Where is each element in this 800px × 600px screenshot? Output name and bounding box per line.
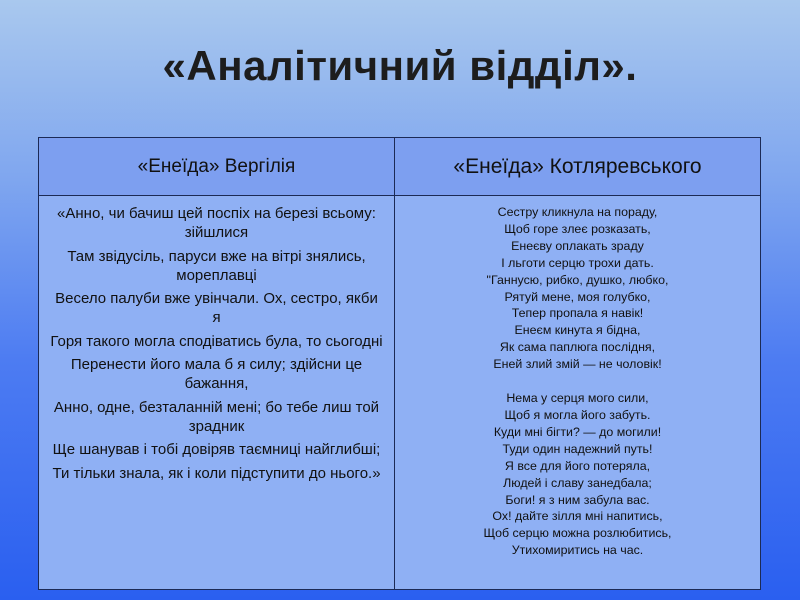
kotliarevsky-line: Куди мні бігти? — до могили!	[493, 424, 662, 439]
table-body-row	[39, 196, 760, 589]
kotliarevsky-line: Ох! дайте зілля мні напитись,	[492, 509, 663, 524]
kotliarevsky-line: Щоб я могла його забуть.	[504, 407, 651, 422]
slide-title: «Аналітичний відділ».	[162, 42, 638, 89]
kotliarevsky-line: Я все для його потеряла,	[504, 458, 651, 473]
kotliarevsky-line: Щоб серцю можна розлюбитись,	[483, 526, 672, 541]
vergil-line: Весело палуби вже увінчали. Ох, сестро, якби я	[55, 290, 378, 326]
kotliarevsky-line: Еней злий змій — не чоловік!	[493, 357, 662, 372]
kotliarevsky-line: І льготи серцю трохи дать.	[501, 255, 654, 270]
kotliarevsky-line: "Ганнусю, рибко, душко, любко,	[486, 272, 669, 287]
vergil-line: Ще шанував і тобі довіряв таємниці найглибші;	[52, 441, 381, 458]
kotliarevsky-line: Людей і славу занедбала;	[503, 475, 652, 490]
header-vergil: «Енеїда» Вергілія	[39, 138, 395, 196]
kotliarevsky-line: Як сама паплюга послідня,	[499, 340, 656, 355]
table-header-row	[39, 138, 760, 196]
vergil-line: «Анно, чи бачиш цей поспіх на березі всьому: зійшлися	[57, 205, 376, 241]
stanza-gap	[401, 373, 754, 390]
comparison-table	[38, 137, 761, 590]
vergil-line: Ти тільки знала, як і коли підступити до нього.»	[52, 464, 381, 482]
kotliarevsky-line: Енеєву оплакать зраду	[511, 238, 644, 253]
vergil-line: Там звідусіль, паруси вже на вітрі знялись, мореплавці	[67, 247, 366, 284]
kotliarevsky-line: Рятуй мене, моя голубко,	[504, 289, 651, 304]
kotliarevsky-line: Нема у серця мого сили,	[506, 391, 649, 406]
kotliarevsky-line: Щоб горе злеє розказать,	[504, 221, 651, 236]
vergil-line: Перенести його мала б я силу; здійсни це бажання,	[70, 356, 363, 392]
kotliarevsky-line: Сестру кликнула на пораду,	[497, 205, 658, 219]
vergil-line: Горя такого могла сподіватись була, то сьогодні	[50, 332, 383, 350]
vergil-line: Анно, одне, безталанній мені; бо тебе лиш той зрадник	[53, 398, 380, 435]
header-kotliarevsky: «Енеїда» Котляревського	[453, 155, 702, 178]
kotliarevsky-line: Тепер пропала я навік!	[511, 306, 644, 321]
kotliarevsky-text-cell	[395, 196, 760, 589]
kotliarevsky-line: Туди один надежний путь!	[502, 441, 653, 456]
kotliarevsky-line: Енеєм кинута я бідна,	[514, 323, 641, 338]
vergil-text-cell	[39, 196, 395, 589]
kotliarevsky-line: Боги! я з ним забула вас.	[505, 492, 650, 507]
kotliarevsky-line: Утихомиритись на час.	[511, 543, 644, 558]
